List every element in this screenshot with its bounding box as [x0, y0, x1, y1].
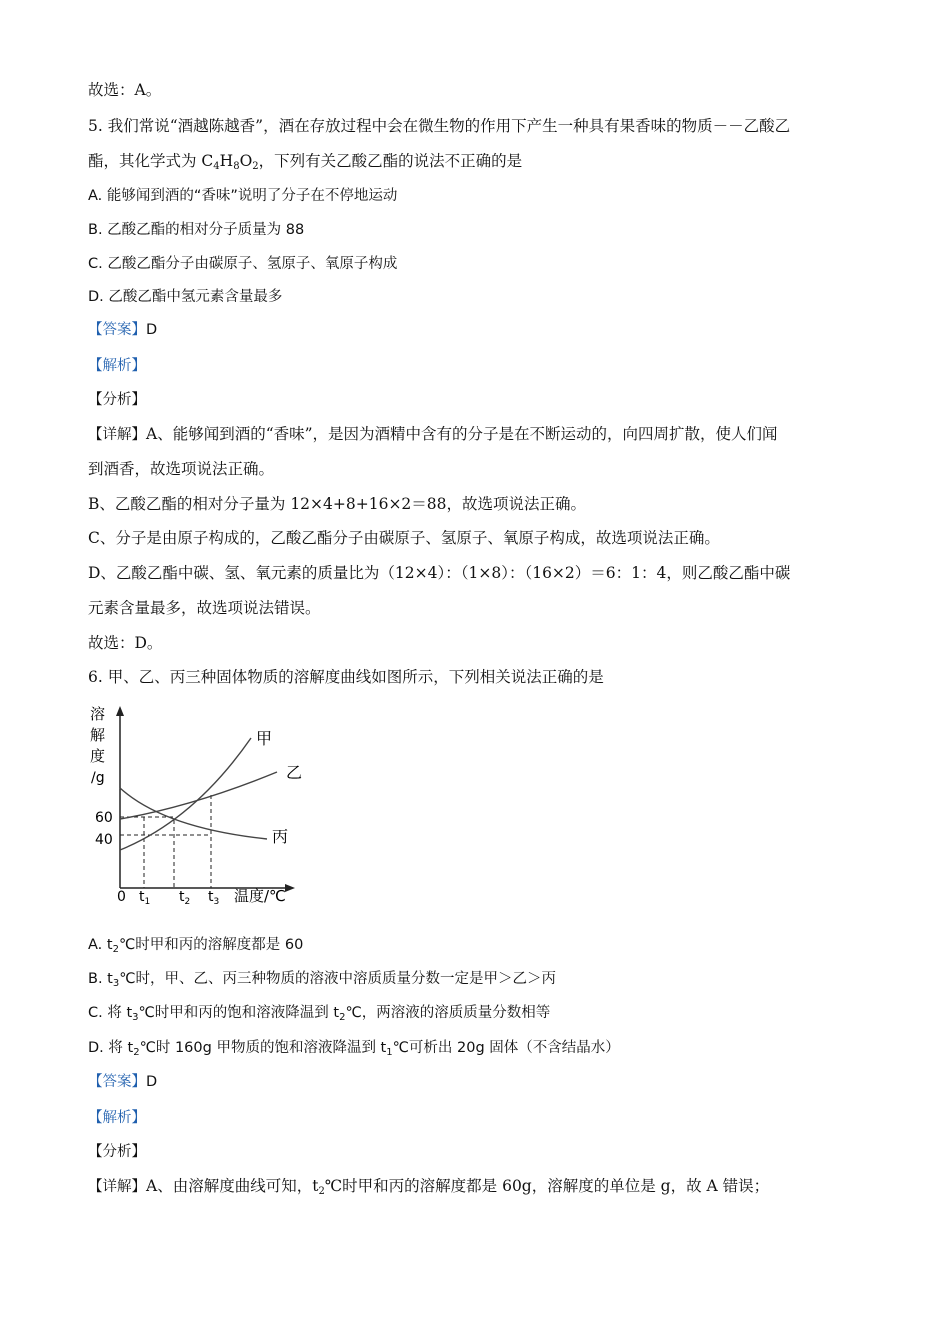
y-label-2: 解	[90, 726, 106, 744]
y-label-1: 溶	[90, 705, 106, 723]
q5-detail-c: C、分子是由原子构成的，乙酸乙酯分子由碳原子、氢原子、氧原子构成，故选项说法正确。	[88, 529, 720, 547]
answer-tag: 【答案】	[88, 322, 146, 338]
q5-stem-line2: 酯，其化学式为 $C_4H_8O_2$，下列有关乙酸乙酯的说法不正确的是	[88, 152, 523, 172]
q5-option-b: B. 乙酸乙酯的相对分子质量为 88	[88, 222, 305, 238]
y-tick-40: 40	[95, 832, 113, 848]
q5-answer: 【答案】D	[88, 322, 158, 338]
q5-detail-line1: 【详解】A、能够闻到酒的“香味”，是因为酒精中含有的分子是在不断运动的，向四周扩散，使人们闻	[88, 425, 778, 443]
q5-option-d: D. 乙酸乙酯中氢元素含量最多	[88, 289, 283, 305]
y-axis-arrow	[116, 706, 124, 716]
q5-detail-d2: 元素含量最多，故选项说法错误。	[88, 599, 321, 617]
q5-detail-line2: 到酒香，故选项说法正确。	[88, 460, 275, 478]
series-label-jia: 甲	[256, 729, 273, 748]
x-tick-t3: $t_3$	[208, 889, 220, 907]
curve-yi	[120, 772, 277, 819]
q5-option-a: A. 能够闻到酒的“香味”说明了分子在不停地运动	[88, 188, 398, 204]
answer-tag: 【答案】	[88, 1074, 146, 1090]
q5-conclusion: 故选：D。	[88, 634, 163, 652]
q6-option-c: C. 将 $t_3℃$时甲和丙的饱和溶液降温到 $t_2℃$，两溶液的溶质质量分数相等	[88, 1005, 551, 1023]
q6-detail-line1: 【详解】A、由溶解度曲线可知，$t_2℃$时甲和丙的溶解度都是 60g，溶解度的单位是 g，故 A 错误；	[88, 1177, 770, 1197]
x-axis-arrow	[285, 884, 295, 892]
q5-stem-line1: 5. 我们常说“酒越陈越香”，酒在存放过程中会在微生物的作用下产生一种具有果香味的物质－－乙酸乙	[88, 117, 791, 135]
q5-detail-b: B、乙酸乙酯的相对分子量为 12×4+8+16×2＝88，故选项说法正确。	[88, 495, 587, 513]
q5-option-c: C. 乙酸乙酯分子由碳原子、氢原子、氧原子构成	[88, 256, 398, 272]
previous-answer-line: 故选：A。	[88, 81, 162, 99]
q6-analysis-tag: 【解析】	[88, 1110, 146, 1126]
q5-analysis-tag: 【解析】	[88, 358, 146, 374]
origin-label: 0	[117, 889, 126, 905]
q6-stem: 6. 甲、乙、丙三种固体物质的溶解度曲线如图所示，下列相关说法正确的是	[88, 668, 604, 686]
y-label-4: /g	[91, 770, 105, 786]
curve-jia	[120, 738, 251, 850]
q6-option-d: D. 将 $t_2℃$时 160g 甲物质的饱和溶液降温到 $t_1℃$可析出 20g 固体（不含结晶水）	[88, 1040, 620, 1058]
q6-option-b: B. $t_3℃$时，甲、乙、丙三种物质的溶液中溶质质量分数一定是甲＞乙＞丙	[88, 971, 557, 989]
x-tick-t2: $t_2$	[179, 889, 191, 907]
curve-bing	[120, 788, 267, 839]
series-label-yi: 乙	[286, 763, 303, 782]
q6-answer: 【答案】D	[88, 1074, 158, 1090]
y-tick-60: 60	[95, 810, 113, 826]
q5-fenxi-tag: 【分析】	[88, 392, 146, 408]
x-tick-t1: $t_1$	[139, 889, 151, 907]
q6-option-a: A. $t_2℃$时甲和丙的溶解度都是 60	[88, 937, 304, 955]
q6-fenxi-tag: 【分析】	[88, 1144, 146, 1160]
x-label: 温度/℃	[234, 887, 286, 905]
solubility-chart	[84, 698, 314, 910]
y-label-3: 度	[90, 747, 106, 765]
series-label-bing: 丙	[272, 827, 289, 846]
q5-detail-d1: D、乙酸乙酯中碳、氢、氧元素的质量比为（12×4）：（1×8）：（16×2）＝6：1：4，则乙酸乙酯中碳	[88, 564, 791, 582]
